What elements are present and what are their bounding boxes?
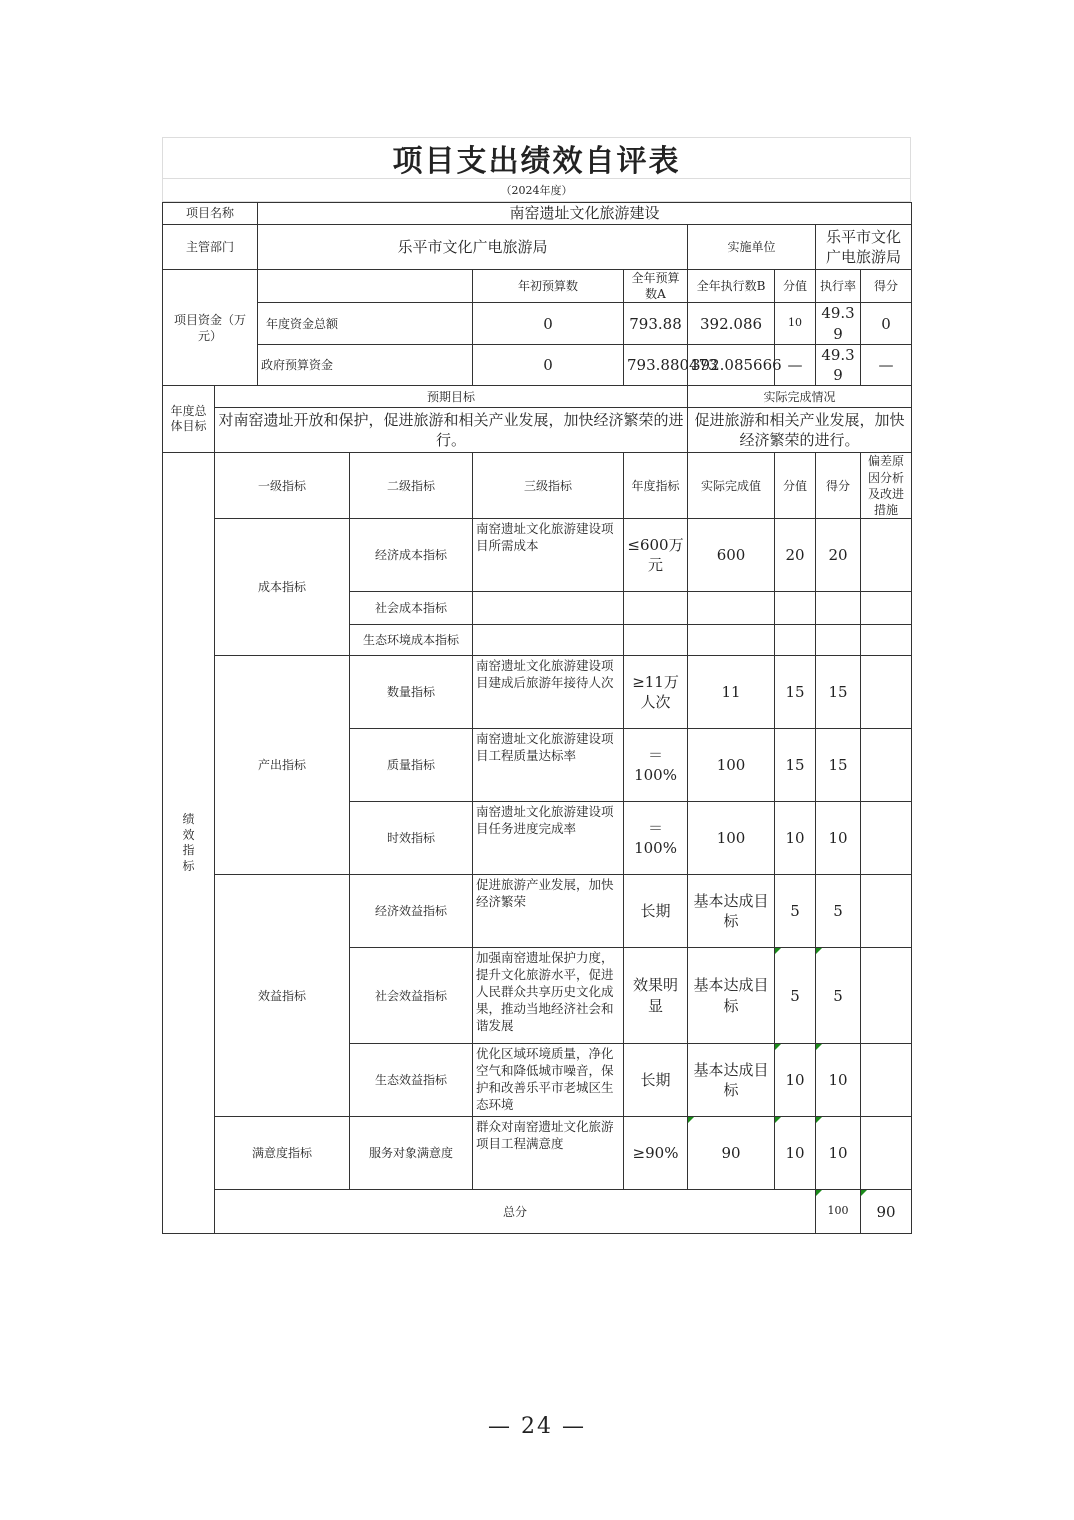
row-level3: 优化区域环境质量，净化空气和降低城市噪音，保护和改善乐平市老城区生态环境 [473,1044,624,1117]
green-corner-marker [861,1190,867,1196]
row-score-value: 10 [828,1144,848,1162]
row-score [816,625,861,656]
funds-row-total-name: 年度资金总额 [258,303,473,345]
ind-header-actual: 实际完成值 [688,453,775,519]
goals-actual: 促进旅游和相关产业发展，加快经济繁荣的进行。 [688,408,912,453]
funds-row-gov-score: — [861,344,912,386]
row-points: 15 [775,656,816,729]
total-score-value: 90 [876,1202,896,1221]
row-note [861,656,912,729]
row-level3: 促进旅游产业发展，加快经济繁荣 [473,875,624,948]
row-level2: 经济效益指标 [350,875,473,948]
funds-header-annual: 全年预算数A [624,270,688,303]
indicators-label [163,453,215,1234]
row-target: ≥90% [624,1117,688,1190]
sheet-title: 项目支出绩效自评表 [162,137,911,178]
row-points [775,625,816,656]
row-target [624,625,688,656]
row-actual: 100 [688,802,775,875]
project-name-value: 南窑遗址文化旅游建设 [258,203,912,225]
funds-header-initial: 年初预算数 [473,270,624,303]
green-corner-marker [688,1117,694,1123]
ind-header-target: 年度指标 [624,453,688,519]
unit-label: 实施单位 [688,225,816,270]
funds-header-points: 分值 [775,270,816,303]
row-note [861,802,912,875]
row-score [816,592,861,625]
row-level2: 数量指标 [350,656,473,729]
funds-row-gov-annual: 793.880473 [624,344,688,386]
green-corner-marker [775,948,781,954]
row-level2: 时效指标 [350,802,473,875]
row-actual: 基本达成目标 [688,1044,775,1117]
total-score [861,1190,912,1234]
goals-label: 年度总体目标 [163,386,215,453]
row-note [861,592,912,625]
row-points-value: 10 [785,1071,805,1089]
row-level3: 南窑遗址文化旅游建设项目建成后旅游年接待人次 [473,656,624,729]
dept-label: 主管部门 [163,225,258,270]
funds-row-total-initial: 0 [473,303,624,345]
row-target: 长期 [624,875,688,948]
row-score-value: 5 [833,986,843,1005]
row-score [816,1044,861,1117]
funds-row-total-executed: 392.086 [688,303,775,345]
row-actual [688,625,775,656]
row-level3: 南窑遗址文化旅游建设项目所需成本 [473,519,624,592]
total-points [816,1190,861,1234]
row-target [624,592,688,625]
project-name-label: 项目名称 [163,203,258,225]
row-actual: 100 [688,729,775,802]
page-number: — 24 — [488,1414,586,1439]
group-satisfaction-label: 满意度指标 [215,1117,350,1190]
row-actual: 基本达成目标 [688,875,775,948]
funds-header-blank [258,270,473,303]
row-actual: 600 [688,519,775,592]
row-note [861,625,912,656]
row-points [775,1117,816,1190]
row-note [861,1117,912,1190]
row-target: ≥11万人次 [624,656,688,729]
row-actual [688,1117,775,1190]
green-corner-marker [816,1117,822,1123]
row-points: 5 [775,875,816,948]
funds-row-gov-rate: 49.39 [816,344,861,386]
row-score [816,948,861,1044]
ind-header-level1: 一级指标 [215,453,350,519]
row-level3: 南窑遗址文化旅游建设项目任务进度完成率 [473,802,624,875]
row-score: 15 [816,656,861,729]
ind-header-points: 分值 [775,453,816,519]
row-target: 效果明显 [624,948,688,1044]
unit-value: 乐平市文化广电旅游局 [816,225,912,270]
row-level3 [473,592,624,625]
row-score: 20 [816,519,861,592]
sheet-year: （2024年度） [162,178,911,202]
ind-header-level2: 二级指标 [350,453,473,519]
row-points [775,1044,816,1117]
green-corner-marker [775,1044,781,1050]
row-level3 [473,625,624,656]
goals-actual-header: 实际完成情况 [688,386,912,408]
dept-value: 乐平市文化广电旅游局 [258,225,688,270]
row-level2: 生态效益指标 [350,1044,473,1117]
row-actual-value: 90 [721,1144,741,1162]
row-points-value: 10 [785,1144,805,1162]
funds-header-score: 得分 [861,270,912,303]
funds-label: 项目资金（万元） [163,270,258,386]
row-level2: 服务对象满意度 [350,1117,473,1190]
row-points: 15 [775,729,816,802]
row-level2: 社会效益指标 [350,948,473,1044]
row-level3: 加强南窑遗址保护力度，提升文化旅游水平，促进人民群众共享历史文化成果，推动当地经济社会和谐发展 [473,948,624,1044]
row-target: ＝100% [624,729,688,802]
funds-row-total-rate: 49.39 [816,303,861,345]
funds-header-rate: 执行率 [816,270,861,303]
row-note [861,519,912,592]
row-note [861,729,912,802]
row-note [861,948,912,1044]
row-points [775,948,816,1044]
row-target: 长期 [624,1044,688,1117]
row-actual: 11 [688,656,775,729]
green-corner-marker [775,1117,781,1123]
funds-row-total-score: 0 [861,303,912,345]
row-level3: 群众对南窑遗址文化旅游项目工程满意度 [473,1117,624,1190]
goals-expected: 对南窑遗址开放和保护，促进旅游和相关产业发展，加快经济繁荣的进行。 [215,408,688,453]
funds-header-executed: 全年执行数B [688,270,775,303]
row-level2: 生态环境成本指标 [350,625,473,656]
row-score: 10 [816,802,861,875]
evaluation-table [162,202,912,1234]
row-score: 15 [816,729,861,802]
row-actual [688,592,775,625]
ind-header-level3: 三级指标 [473,453,624,519]
row-score [816,1117,861,1190]
row-level3: 南窑遗址文化旅游建设项目工程质量达标率 [473,729,624,802]
row-level2: 质量指标 [350,729,473,802]
funds-row-total-annual: 793.88 [624,303,688,345]
row-points-value: 5 [790,986,800,1005]
row-level2: 社会成本指标 [350,592,473,625]
funds-row-total-points: 10 [775,303,816,345]
group-benefit-label: 效益指标 [215,875,350,1117]
row-score: 5 [816,875,861,948]
row-points: 20 [775,519,816,592]
group-output-label: 产出指标 [215,656,350,875]
goals-expected-header: 预期目标 [215,386,688,408]
row-target: ≤600万元 [624,519,688,592]
ind-header-note: 偏差原因分析及改进措施 [861,453,912,519]
funds-row-gov-executed: 392.085666 [688,344,775,386]
green-corner-marker [816,948,822,954]
green-corner-marker [816,1190,822,1196]
row-points [775,592,816,625]
row-score-value: 10 [828,1071,848,1089]
group-cost-label: 成本指标 [215,519,350,656]
total-points-value: 100 [827,1204,849,1218]
row-level2: 经济成本指标 [350,519,473,592]
funds-row-gov-name: 政府预算资金 [258,344,473,386]
indicators-label-text: 绩效指标 [182,812,195,873]
funds-row-gov-initial: 0 [473,344,624,386]
evaluation-sheet [162,137,911,1234]
row-note [861,875,912,948]
row-actual: 基本达成目标 [688,948,775,1044]
total-label: 总分 [215,1190,816,1234]
row-note [861,1044,912,1117]
funds-row-gov-points: — [775,344,816,386]
green-corner-marker [816,1044,822,1050]
row-target: ＝100% [624,802,688,875]
row-points: 10 [775,802,816,875]
ind-header-score: 得分 [816,453,861,519]
